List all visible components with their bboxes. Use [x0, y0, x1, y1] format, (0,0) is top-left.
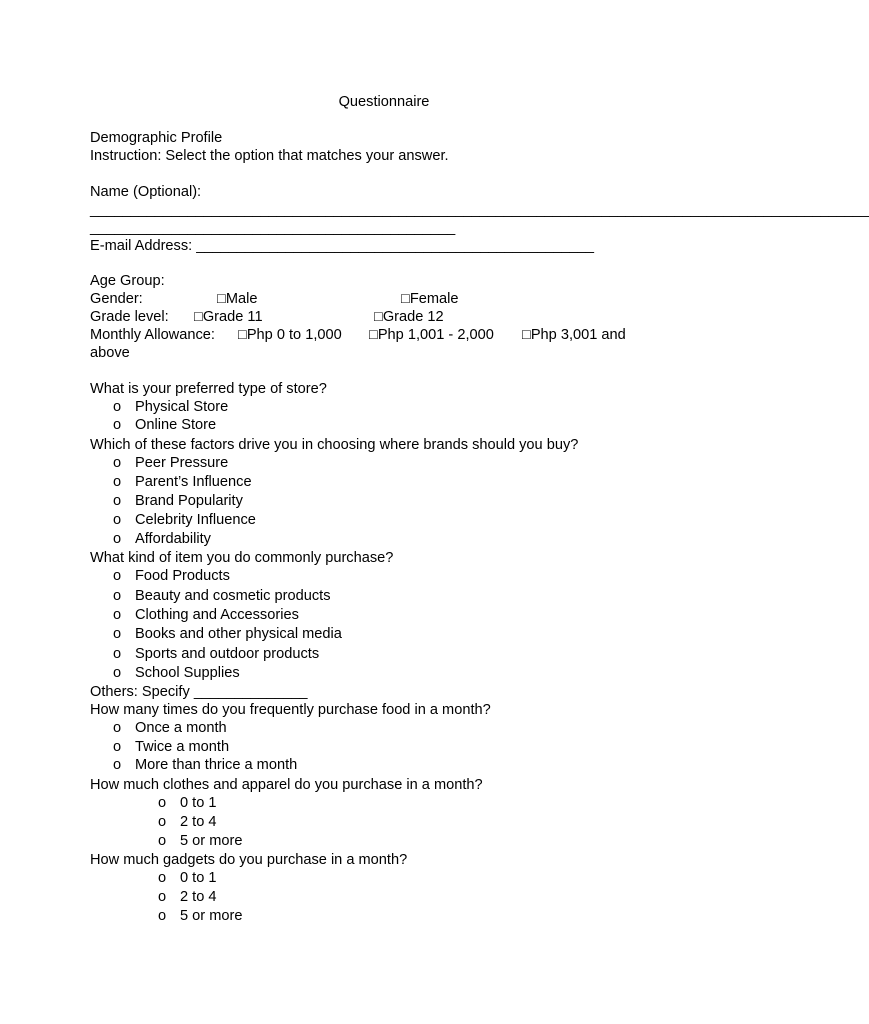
- others-specify-field: Others: Specify ______________: [90, 684, 308, 700]
- list-item: o Parent’s Influence: [113, 474, 252, 490]
- bullet-icon: o: [113, 512, 122, 528]
- instruction-text: Instruction: Select the option that matches your answer.: [90, 148, 449, 164]
- list-item: o Online Store: [113, 417, 217, 433]
- bullet-icon: o: [113, 568, 122, 584]
- bullet-icon: o: [113, 665, 122, 681]
- allowance-option-3-wrap: above: [90, 345, 130, 361]
- bullet-icon: o: [113, 626, 122, 642]
- name-line-2: _____________________________________________: [90, 220, 456, 236]
- name-label: Name (Optional):: [90, 184, 202, 200]
- bullet-icon: o: [158, 870, 167, 886]
- list-item: o Brand Popularity: [113, 493, 243, 509]
- question-clothes-purchase: How much clothes and apparel do you purchase in a month?: [90, 777, 483, 793]
- list-item: o 5 or more: [158, 833, 243, 849]
- list-item: o Celebrity Influence: [113, 512, 256, 528]
- bullet-icon: o: [158, 908, 167, 924]
- gender-label: Gender:: [90, 291, 143, 307]
- list-item: o Sports and outdoor products: [113, 646, 320, 662]
- bullet-icon: o: [158, 889, 167, 905]
- list-item: o School Supplies: [113, 665, 240, 681]
- allowance-option-2: □Php 1,001 - 2,000: [369, 327, 494, 343]
- bullet-icon: o: [113, 455, 122, 471]
- list-item: o 2 to 4: [158, 814, 217, 830]
- list-item: o Twice a month: [113, 739, 230, 755]
- grade-level-label: Grade level:: [90, 309, 169, 325]
- bullet-icon: o: [158, 814, 167, 830]
- question-store-type: What is your preferred type of store?: [90, 381, 327, 397]
- name-line-1: ________________________________________________________________________________________________: [90, 202, 869, 218]
- age-group-label: Age Group:: [90, 273, 165, 289]
- bullet-icon: o: [158, 795, 167, 811]
- list-item: o Affordability: [113, 531, 211, 547]
- list-item: o More than thrice a month: [113, 757, 298, 773]
- bullet-icon: o: [113, 739, 122, 755]
- list-item: o 2 to 4: [158, 889, 217, 905]
- bullet-icon: o: [113, 720, 122, 736]
- bullet-icon: o: [113, 474, 122, 490]
- grade-option-12: □Grade 12: [374, 309, 444, 325]
- section-heading: Demographic Profile: [90, 130, 223, 146]
- bullet-icon: o: [113, 757, 122, 773]
- list-item: o Food Products: [113, 568, 230, 584]
- gender-option-female: □Female: [401, 291, 459, 307]
- grade-option-11: □Grade 11: [194, 309, 263, 325]
- question-brand-factors: Which of these factors drive you in choosing where brands should you buy?: [90, 437, 579, 453]
- bullet-icon: o: [113, 588, 122, 604]
- bullet-icon: o: [113, 531, 122, 547]
- bullet-icon: o: [113, 493, 122, 509]
- list-item: o Clothing and Accessories: [113, 607, 299, 623]
- list-item: o 0 to 1: [158, 795, 217, 811]
- email-field: E-mail Address: _________________________________________________: [90, 238, 594, 254]
- page-title: Questionnaire: [338, 94, 430, 110]
- question-gadgets-purchase: How much gadgets do you purchase in a month?: [90, 852, 408, 868]
- bullet-icon: o: [113, 646, 122, 662]
- bullet-icon: o: [113, 607, 122, 623]
- gender-option-male: □Male: [217, 291, 258, 307]
- list-item: o Once a month: [113, 720, 227, 736]
- question-item-purchase: What kind of item you do commonly purchase?: [90, 550, 394, 566]
- list-item: o Physical Store: [113, 399, 229, 415]
- allowance-option-3: □Php 3,001 and: [522, 327, 626, 343]
- list-item: o Books and other physical media: [113, 626, 342, 642]
- question-food-frequency: How many times do you frequently purchase food in a month?: [90, 702, 491, 718]
- bullet-icon: o: [113, 417, 122, 433]
- allowance-label: Monthly Allowance:: [90, 327, 215, 343]
- list-item: o Beauty and cosmetic products: [113, 588, 331, 604]
- list-item: o 0 to 1: [158, 870, 217, 886]
- list-item: o 5 or more: [158, 908, 243, 924]
- list-item: o Peer Pressure: [113, 455, 229, 471]
- allowance-option-1: □Php 0 to 1,000: [238, 327, 342, 343]
- bullet-icon: o: [113, 399, 122, 415]
- bullet-icon: o: [158, 833, 167, 849]
